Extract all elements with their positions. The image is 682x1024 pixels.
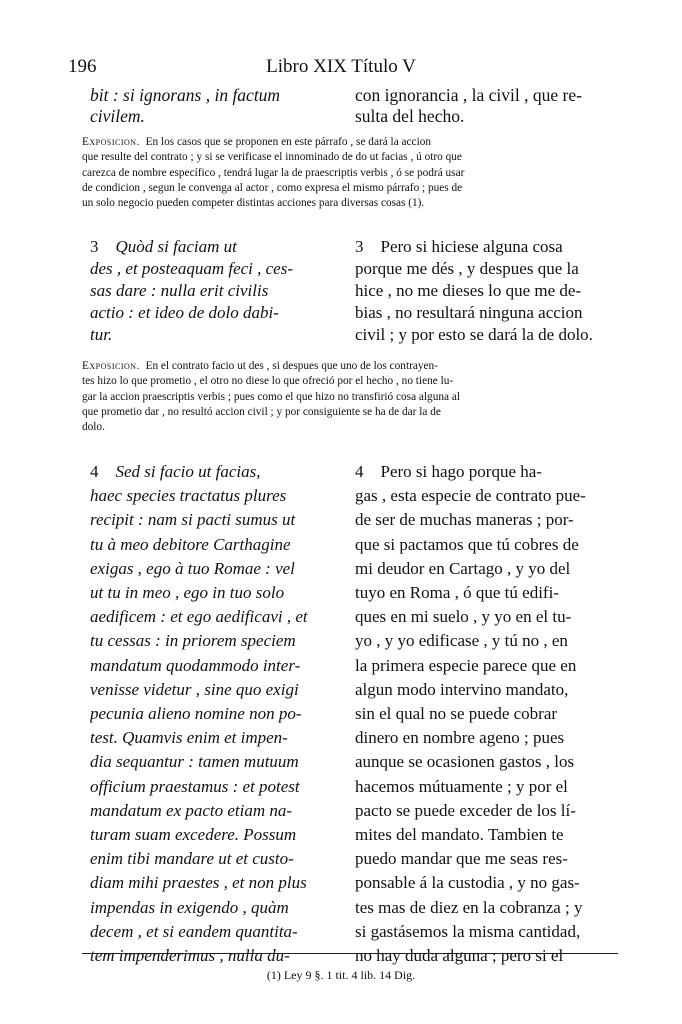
- text-line: si gastásemos la misma cantidad,: [355, 921, 581, 941]
- text-line: con ignorancia , la civil , que re-: [355, 85, 582, 105]
- text-line: civilem.: [90, 106, 145, 126]
- text-line: hice , no me dieses lo que me de-: [355, 281, 582, 300]
- text-line: haec species tractatus plures: [90, 486, 287, 506]
- text-line: yo , y yo edificase , y tú no , en: [355, 631, 568, 651]
- text-line: recipit : nam si pacti sumus ut: [90, 510, 296, 530]
- latin-continuation: [90, 85, 338, 127]
- text-line: mandatum ex pacto etiam na-: [90, 800, 293, 820]
- text-line: Sed si facio ut facias,: [115, 462, 261, 481]
- paragraph-number: 3: [355, 237, 364, 256]
- text-line: Pero si hiciese alguna cosa: [380, 237, 563, 256]
- text-line: la primera especie parece que en: [355, 655, 577, 675]
- text-line: de condicion , segun le convenga al actor , como expresa el mismo párrafo ; pues de: [82, 181, 463, 194]
- footnote-divider: [82, 953, 618, 954]
- text-line: diam mihi praestes , et non plus: [90, 873, 307, 893]
- latin-paragraph-4: [90, 460, 338, 968]
- spanish-paragraph-4: [355, 460, 617, 968]
- text-line: tu à meo debitore Carthagine: [90, 534, 291, 554]
- text-line: pecunia alieno nomine non po-: [90, 704, 302, 724]
- running-title: Libro XIX Título V: [266, 56, 416, 77]
- page-number: 196: [68, 56, 97, 77]
- paragraph-number: 3: [90, 237, 99, 256]
- text-line: que resulte del contrato ; y si se verificase el innominado de do ut facias , ú otro que: [82, 151, 462, 164]
- text-line: turam suam excedere. Possum: [90, 825, 297, 845]
- exposition-label: Exposicion.: [82, 136, 140, 148]
- text-line: tes mas de diez en la cobranza ; y: [355, 897, 583, 917]
- text-line: no hay duda alguna ; pero si el: [355, 946, 564, 966]
- exposition-label: Exposicion.: [82, 360, 140, 372]
- text-line: gas , esta especie de contrato pue-: [355, 486, 586, 506]
- text-line: dia sequantur : tamen mutuum: [90, 752, 299, 772]
- text-line: bit : si ignorans , in factum: [90, 85, 281, 105]
- text-line: tuyo en Roma , ó que tú edifi-: [355, 583, 559, 603]
- text-line: mandatum quodammodo inter-: [90, 655, 301, 675]
- text-line: hacemos mútuamente ; y por el: [355, 776, 568, 796]
- text-line: pacto se puede exceder de los lí-: [355, 800, 576, 820]
- text-line: venisse videtur , sine quo exigi: [90, 679, 299, 699]
- paragraph-number: 4: [90, 462, 99, 481]
- text-line: aunque se ocasionen gastos , los: [355, 752, 575, 772]
- text-line: decem , et si eandem quantita-: [90, 921, 298, 941]
- text-line: actio : et ideo de dolo dabi-: [90, 303, 279, 322]
- text-line: tes hizo lo que prometio , el otro no diese lo que ofreció por el hecho , no tiene lu-: [82, 375, 454, 388]
- text-line: de ser de muchas maneras ; por-: [355, 510, 574, 530]
- text-line: que prometio dar , no resultó accion civil ; y por consiguiente se ha de dar la de: [82, 405, 441, 418]
- text-line: tem impenderimus , nulla du-: [90, 946, 290, 966]
- footnote: (1) Ley 9 §. 1 tit. 4 lib. 14 Dig.: [266, 968, 416, 982]
- spanish-continuation: [355, 85, 617, 127]
- text-line: officium praestamus : et potest: [90, 776, 300, 796]
- text-line: bias , no resultará ninguna accion: [355, 303, 583, 322]
- text-line: algun modo intervino mandato,: [355, 679, 569, 699]
- text-line: sulta del hecho.: [355, 106, 465, 126]
- text-line: porque me dés , y despues que la: [355, 259, 579, 278]
- text-line: puedo mandar que me seas res-: [355, 849, 568, 869]
- text-line: exigas , ego à tuo Romae : vel: [90, 558, 295, 578]
- text-line: ponsable á la custodia , y no gas-: [355, 873, 580, 893]
- text-line: ques en mi suelo , y yo en el tu-: [355, 607, 572, 627]
- text-line: En el contrato facio ut des , si despues que uno de los contrayen-: [145, 360, 438, 372]
- text-line: enim tibi mandare ut et custo-: [90, 849, 294, 869]
- text-line: Pero si hago porque ha-: [380, 462, 542, 481]
- text-line: carezca de nombre específico , tendrá lugar la de praescriptis verbis , ó se podrá usar: [82, 166, 465, 179]
- text-line: des , et posteaquam feci , ces-: [90, 259, 293, 278]
- text-line: dolo.: [82, 421, 105, 434]
- exposition-note-2: [82, 359, 618, 435]
- text-line: Quòd si faciam ut: [115, 237, 237, 256]
- paragraph-number: 4: [355, 462, 364, 481]
- text-line: civil ; y por esto se dará la de dolo.: [355, 325, 593, 344]
- text-line: mi deudor en Cartago , y yo del: [355, 558, 571, 578]
- text-line: tur.: [90, 325, 113, 344]
- text-line: tu cessas : in priorem speciem: [90, 631, 296, 651]
- text-line: test. Quamvis enim et impen-: [90, 728, 288, 748]
- text-line: sin el qual no se puede cobrar: [355, 704, 558, 724]
- text-line: un solo negocio pueden competer distintas acciones para diversas cosas (1).: [82, 197, 425, 210]
- text-line: En los casos que se proponen en este párrafo , se dará la accion: [145, 136, 432, 148]
- spanish-paragraph-3: [355, 236, 617, 346]
- text-line: impendas in exigendo , quàm: [90, 897, 289, 917]
- text-line: que si pactamos que tú cobres de: [355, 534, 579, 554]
- text-line: mites del mandato. Tambien te: [355, 825, 564, 845]
- text-line: ut tu in meo , ego in tuo solo: [90, 583, 285, 603]
- latin-paragraph-3: [90, 236, 338, 346]
- text-line: aedificem : et ego aedificavi , et: [90, 607, 308, 627]
- exposition-note-1: [82, 135, 618, 211]
- text-line: dinero en nombre ageno ; pues: [355, 728, 565, 748]
- text-line: sas dare : nulla erit civilis: [90, 281, 269, 300]
- text-line: gar la accion praescriptis verbis ; pues como el que hizo no transfirió cosa alguna al: [82, 390, 460, 403]
